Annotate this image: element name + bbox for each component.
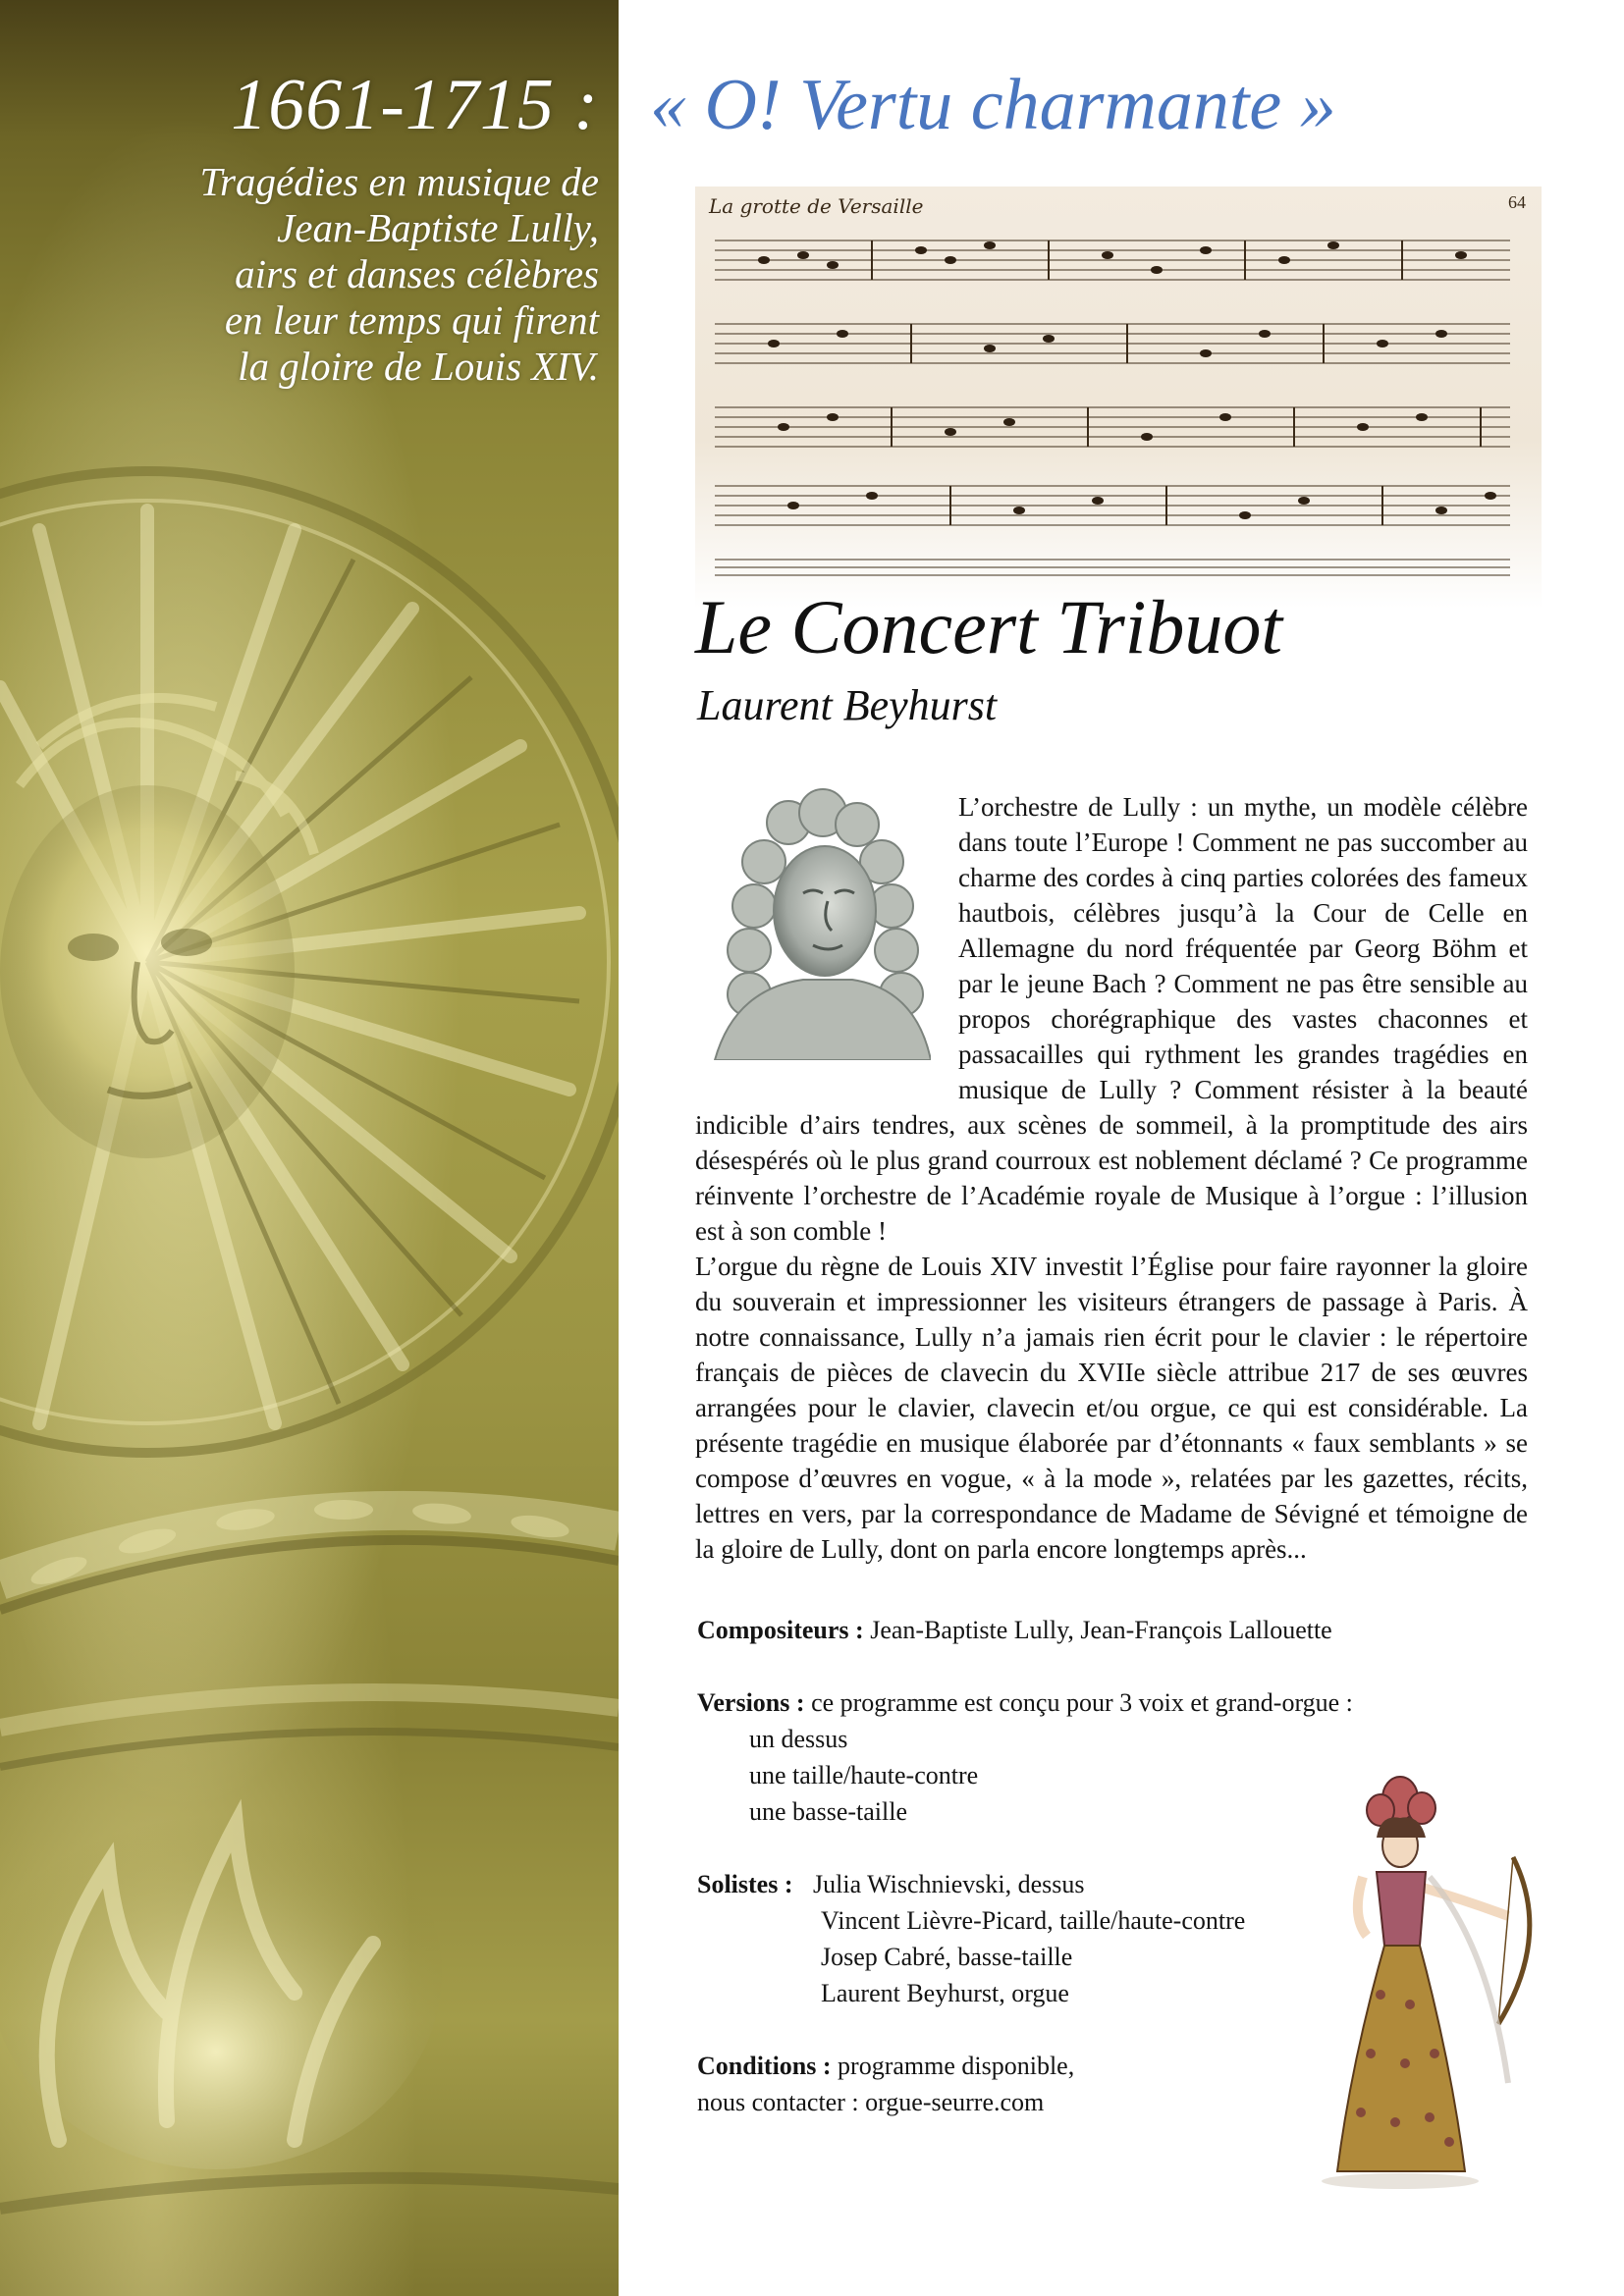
soloist-item: Josep Cabré, basse-taille xyxy=(821,1943,1073,1971)
subtitle-line: en leur temps qui firent xyxy=(224,297,599,343)
manuscript-page-number: 64 xyxy=(1508,192,1526,212)
conditions-row xyxy=(697,2048,1384,2120)
composers-label: Compositeurs : xyxy=(697,1616,864,1644)
voice-item: un dessus xyxy=(749,1725,848,1753)
left-title-block xyxy=(10,65,599,390)
composers-row xyxy=(697,1612,1384,1648)
baroque-dancer-illustration xyxy=(1282,1769,1557,2191)
program-details xyxy=(697,1612,1384,2157)
composers-value: Jean-Baptiste Lully, Jean-François Lallouette xyxy=(870,1616,1332,1644)
subtitle-line: Tragédies en musique de xyxy=(199,159,599,204)
contact-line: nous contacter : orgue-seurre.com xyxy=(697,2088,1045,2116)
staff-lines-graphic xyxy=(695,187,1542,609)
manuscript-caption: La grotte de Versaille xyxy=(709,194,924,218)
director-name: Laurent Beyhurst xyxy=(697,681,998,729)
bust-spacer xyxy=(695,789,958,1076)
versions-row xyxy=(697,1684,1384,1830)
description-paragraph: L’orchestre de Lully : un mythe, un modèle célèbre dans toute l’Europe ! Comment ne pas succomber au charme des cordes à cinq parties colorées des fameux hautbois, célèbres jusqu’à la Cour de Celle en Allemagne du nord fréquentée par Georg Böhm et par le jeune Bach ? Comment ne pas être sensible au propos chorégraphique des vastes chaconnes et passacailles qui rythment les grandes tragédies en musique de Lully ? Comment résister à la beauté indicible d’airs tendres, aux scènes de sommeil, à la promptitude des airs désespérés où le plus grand courroux est noblement déclamé ? Ce programme réinvente l’orchestre de l’Académie royale de Musique à l’orgue : l’illusion est à son comble ! xyxy=(695,792,1528,1246)
soloist-item: Laurent Beyhurst, orgue xyxy=(821,1979,1069,2007)
music-manuscript-image xyxy=(695,187,1542,609)
voice-item: une taille/haute-contre xyxy=(749,1761,979,1789)
soloists-label: Solistes : xyxy=(697,1870,793,1898)
versions-label: Versions : xyxy=(697,1688,805,1717)
soloists-row xyxy=(697,1866,1384,2011)
description-text xyxy=(695,789,1528,1567)
program-title: « O! Vertu charmante » xyxy=(650,65,1336,145)
conditions-label: Conditions : xyxy=(697,2052,832,2080)
date-range-heading: 1661-1715 : xyxy=(231,65,599,145)
subtitle-line: airs et danses célèbres xyxy=(235,251,599,296)
ensemble-name: Le Concert Tribuot xyxy=(695,584,1283,669)
description-paragraph: L’orgue du règne de Louis XIV investit l’Église pour faire rayonner la gloire du souverain et impressionner les visiteurs étrangers de passage à Paris. À notre connaissance, Lully n’a jamais rien écrit pour le clavier : le répertoire français de pièces de clavecin du XVIIe siècle attribue 217 de ses œuvres arrangées pour le clavier, clavecin et/ou orgue, ce qui est considérable. La présente tragédie en musique élaborée par d’étonnants « faux semblants » se compose d’œuvres en vogue, « à la mode », relatées par les gazettes, récits, lettres en vers, par la correspondance de Madame de Sévigné et témoigne de la gloire de Lully, dont on parla encore longtemps après... xyxy=(695,1252,1528,1564)
voice-item: une basse-taille xyxy=(749,1797,907,1826)
sun-relief-panel xyxy=(0,0,619,2296)
versions-value: ce programme est conçu pour 3 voix et grand-orgue : xyxy=(811,1688,1353,1717)
soloist-item: Vincent Lièvre-Picard, taille/haute-contre xyxy=(821,1906,1246,1935)
soloist-item: Julia Wischnievski, dessus xyxy=(813,1870,1085,1898)
conditions-value: programme disponible, xyxy=(838,2052,1075,2080)
subtitle-line: la gloire de Louis XIV. xyxy=(238,344,599,389)
subtitle-line: Jean-Baptiste Lully, xyxy=(277,205,599,250)
